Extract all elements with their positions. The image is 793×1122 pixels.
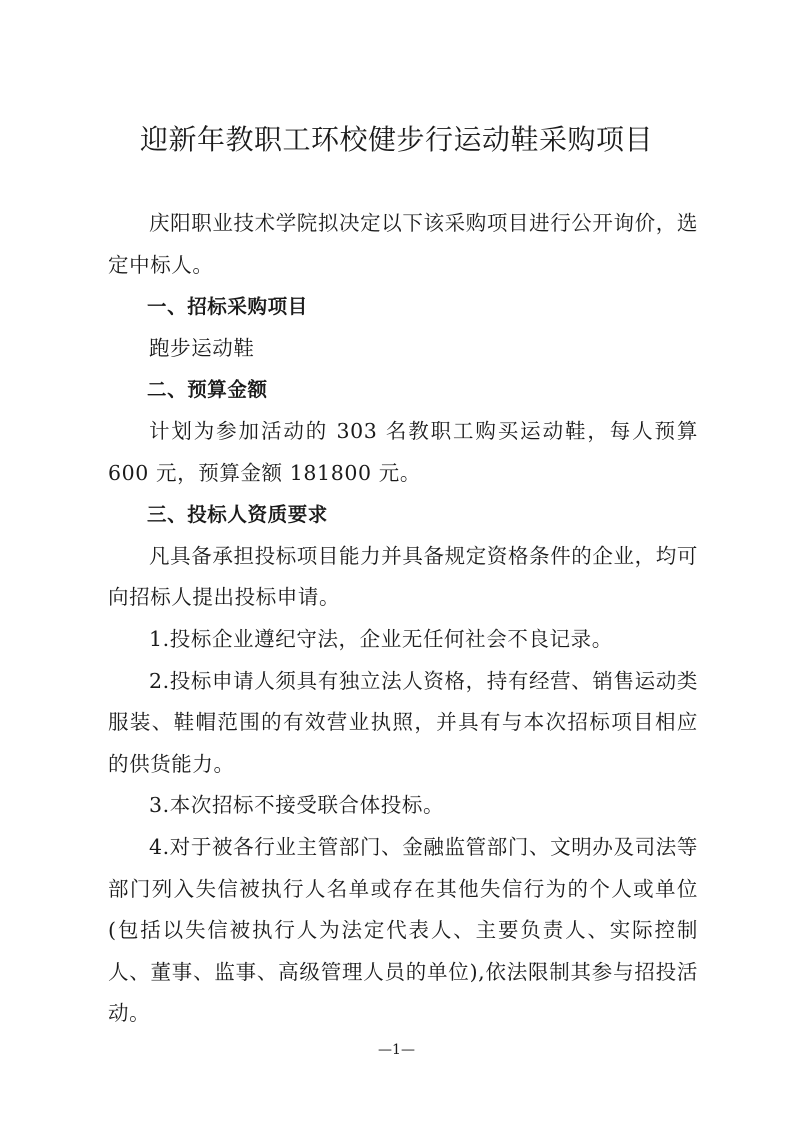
document-body — [108, 203, 698, 1035]
intro-paragraph: 庆阳职业技术学院拟决定以下该采购项目进行公开询价，选定中标人。 — [108, 211, 698, 277]
document-title: 迎新年教职工环校健步行运动鞋采购项目 — [139, 123, 653, 156]
qualification-item-2: 2.投标申请人须具有独立法人资格，持有经营、销售运动类服装、鞋帽范围的有效营业执照，并具有与本次招标项目相应的供货能力。 — [108, 668, 698, 776]
section-heading-project: 一、招标采购项目 — [147, 295, 308, 319]
project-paragraph: 跑步运动鞋 — [149, 335, 255, 360]
qualification-item-3: 3.本次招标不接受联合体投标。 — [149, 793, 445, 818]
page-number: —1— — [378, 1042, 415, 1058]
section-heading-qualification: 三、投标人资质要求 — [147, 503, 328, 527]
qualification-intro-paragraph: 凡具备承担投标项目能力并具备规定资格条件的企业，均可向招标人提出投标申请。 — [108, 543, 698, 610]
section-heading-budget: 二、预算金额 — [147, 378, 268, 402]
budget-paragraph: 计划为参加活动的 303 名教职工购买运动鞋，每人预算 600 元，预算金额 181800 元。 — [108, 418, 698, 485]
qualification-item-4: 4.对于被各行业主管部门、金融监管部门、文明办及司法等部门列入失信被执行人名单或存在其他失信行为的个人或单位(包括以失信被执行人为法定代表人、主要负责人、实际控制人、董事、监事、高级管理人员的单位),依法限制其参与招投活动。 — [108, 834, 698, 1026]
qualification-item-1: 1.投标企业遵纪守法，企业无任何社会不良记录。 — [149, 626, 613, 651]
